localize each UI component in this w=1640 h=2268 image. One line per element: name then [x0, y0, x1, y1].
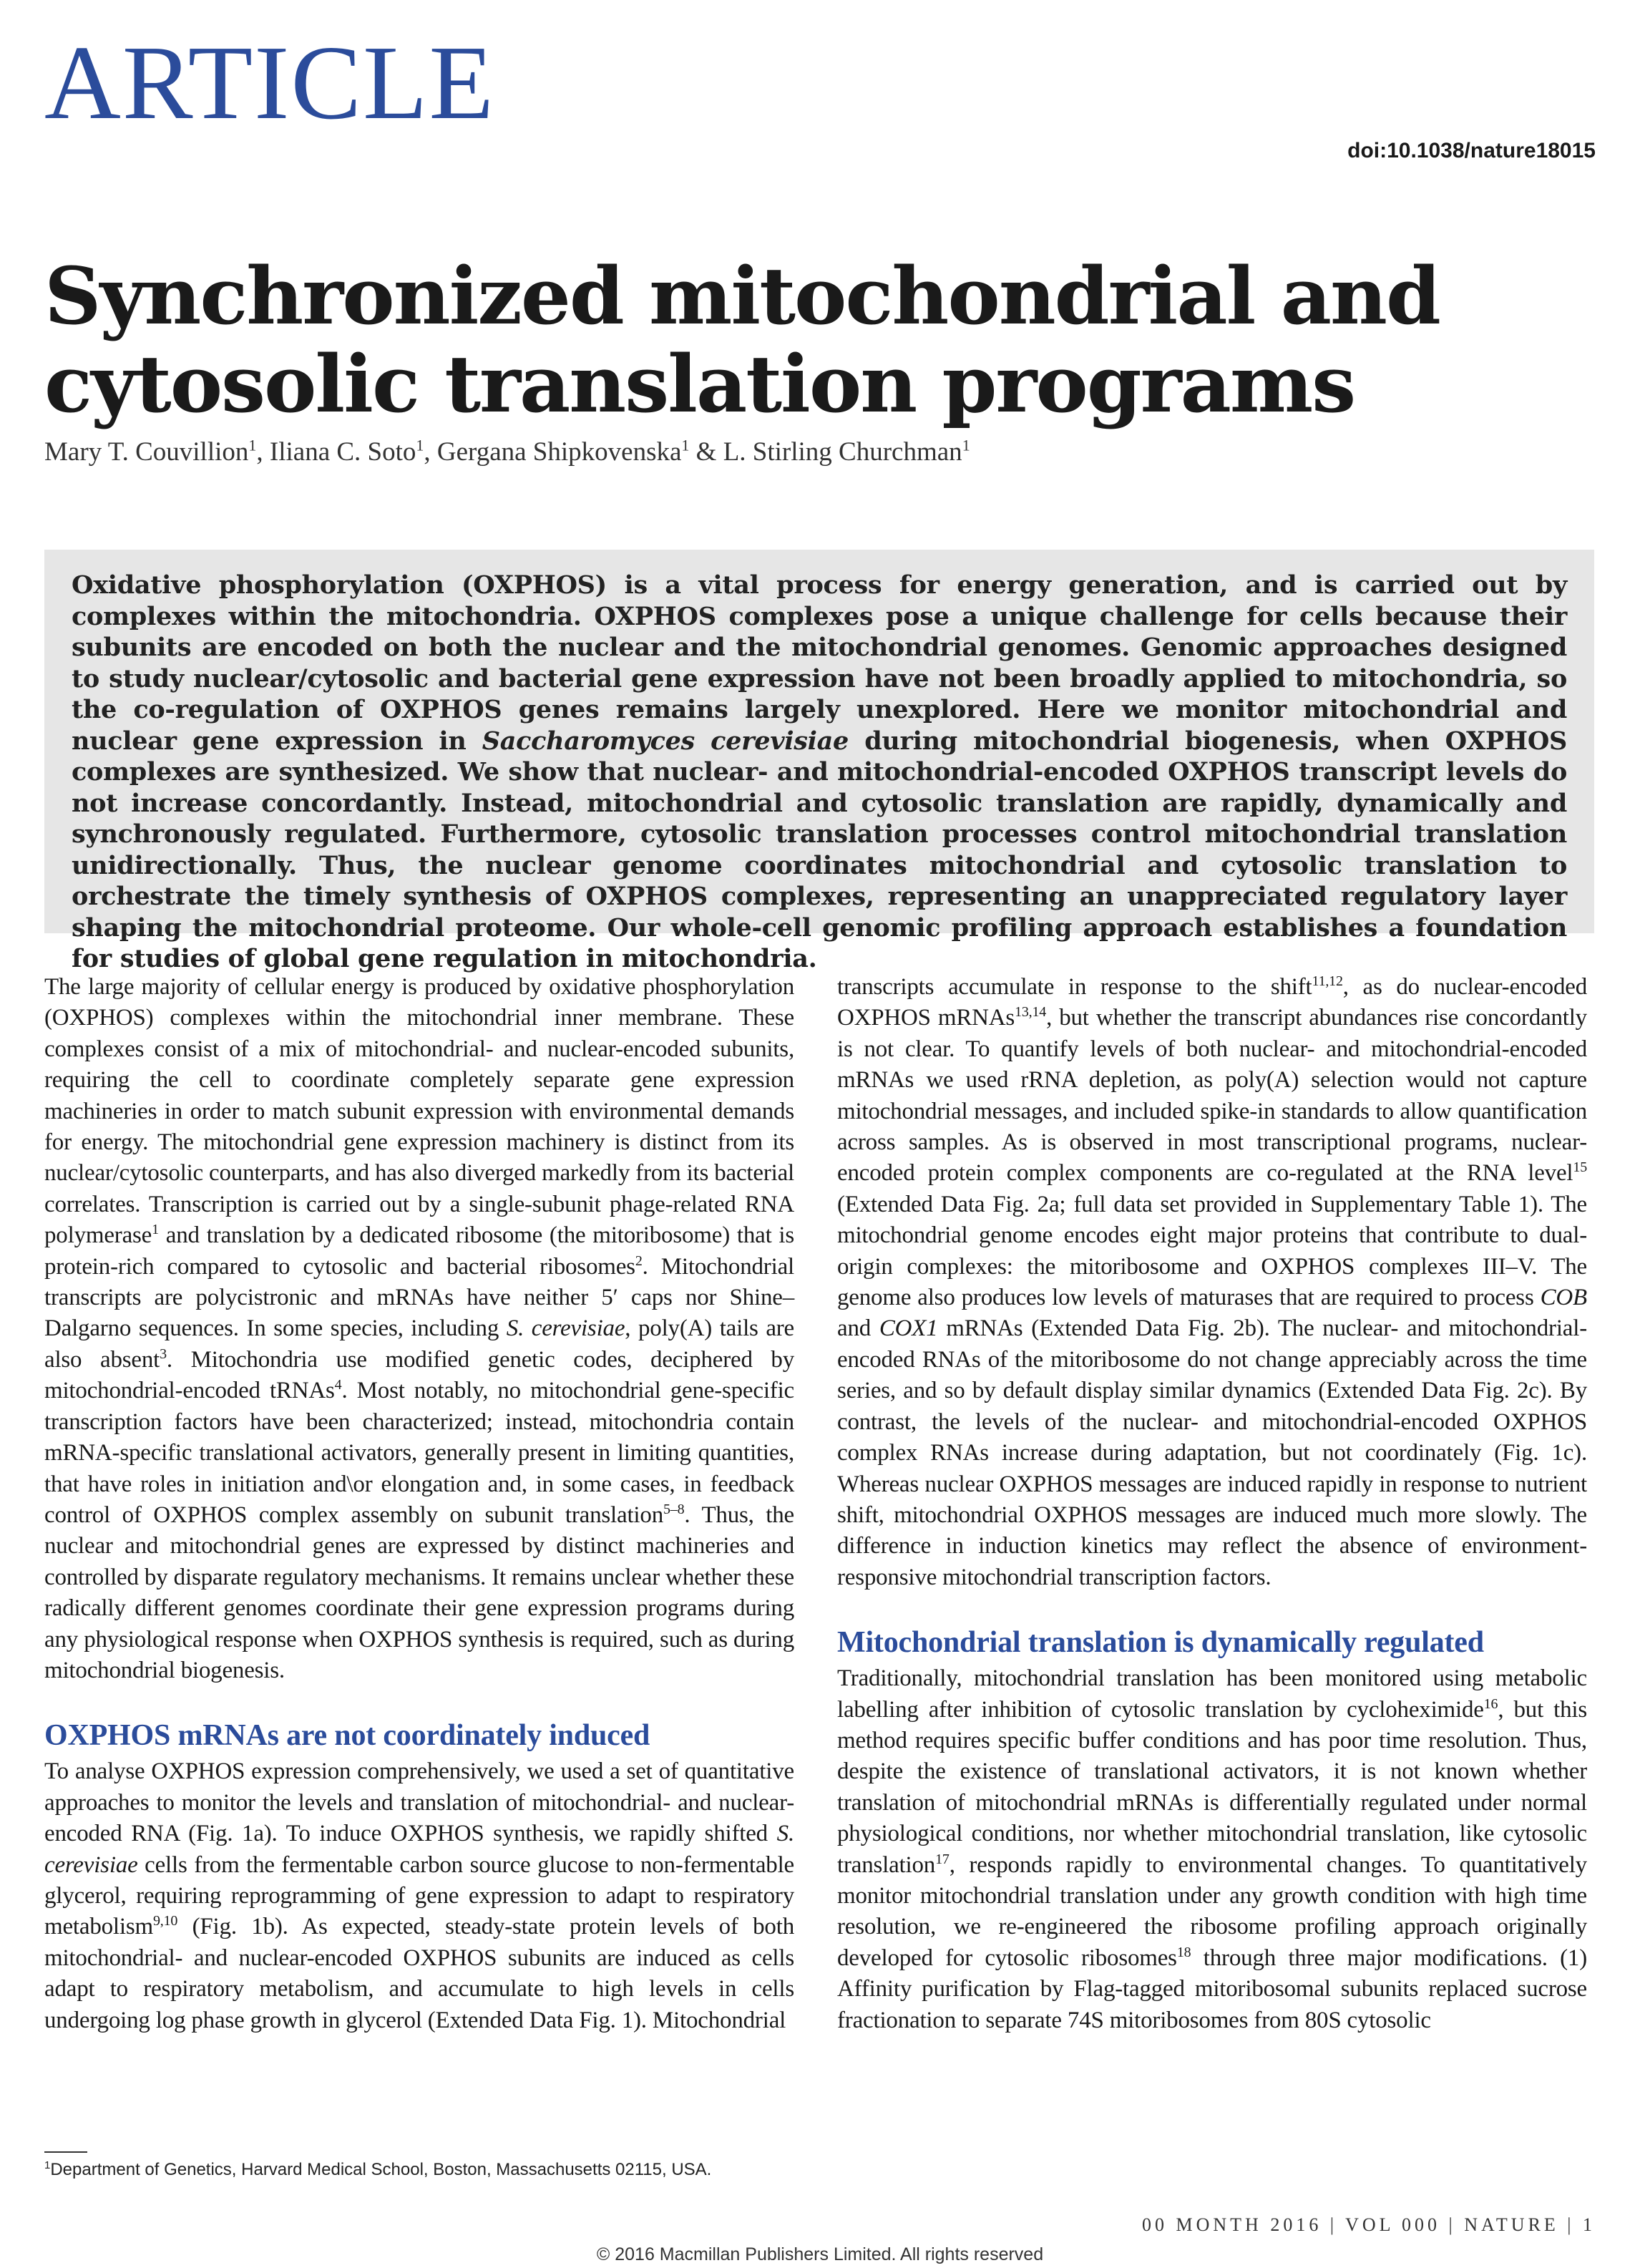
text-run: mRNAs (Extended Data Fig. 2b). The nuclear- and mitochondrial-encoded RNAs of the mitoribosome do not change appreciably across the time series, and so by default display similar dynamics (Extended Data Fig. 2c). By contrast, the levels of the nuclear- and mitochondrial-encoded OXPHOS complex RNAs increase during adaptation, but not coordinately (Fig. 1c). Whereas nuclear OXPHOS messages are induced rapidly in response to nutrient shift, mitochondrial OXPHOS messages are induced much more slowly. The difference in induction kinetics may reflect the absence of environment-responsive mitochondrial transcription factors.	[837, 1315, 1587, 1590]
body-column-right	[837, 972, 1587, 2036]
body-paragraph	[837, 1663, 1587, 2036]
doi-label[interactable]: doi:10.1038/nature18015	[1347, 139, 1596, 162]
species-name: Saccharomyces cerevisiae	[482, 726, 849, 756]
body-paragraph	[44, 1756, 794, 2036]
footnote-divider	[44, 2151, 87, 2153]
text-run: Traditionally, mitochondrial translation has been monitored using metabolic labelling after inhibition of cytosolic translation by cycloheximide	[837, 1665, 1587, 1723]
text-run: , responds rapidly to environmental changes. To quantitatively monitor mitochondrial translation under any growth condition with high time resolution, we re-engineered the ribosome profiling approach originally developed for cytosolic ribosomes	[837, 1851, 1587, 1971]
text-run: (Fig. 1b). As expected, steady-state protein levels of both mitochondrial- and nuclear-encoded OXPHOS subunits are induced as cells adapt to respiratory metabolism, and accumulate to high levels in cells undergoing log phase growth in glycerol (Extended Data Fig. 1). Mitochondrial	[44, 1914, 794, 2033]
affiliation-marker: 1	[44, 2159, 51, 2171]
abstract-segment: during mitochondrial biogenesis, when OXPHOS complexes are synthesized. We show that nuclear- and mitochondrial-encoded OXPHOS transcript levels do not increase concordantly. Instead, mitochondrial and cytosolic translation are rapidly, dynamically and synchronously regulated. Furthermore, cytosolic translation processes control mitochondrial translation unidirectionally. Thus, the nuclear genome coordinates mitochondrial and cytosolic translation to orchestrate the timely synthesis of OXPHOS complexes, representing an unappreciated regulatory layer shaping the mitochondrial proteome. Our whole-cell genomic profiling approach establishes a foundation for studies of global gene regulation in mitochondria.	[72, 726, 1567, 973]
text-run: , but this method requires specific buffer conditions and has poor time resolution. Thus, despite the existence of translational activators, it is not known whether translation of mitochondrial mRNAs is differentially regulated under normal physiological conditions, nor whether mitochondrial translation, like cytosolic translation	[837, 1696, 1587, 1878]
affiliation-footnote	[44, 2160, 711, 2180]
species-name: S. cerevisiae	[44, 1821, 794, 1878]
author-name[interactable]: Mary T. Couvillion	[44, 437, 249, 467]
text-run: , but whether the transcript abundances rise concordantly is not clear. To quantify levels of both nuclear- and mitochondrial-encoded mRNAs we used rRNA depletion, as poly(A) selection would not capture mitochondrial messages, and included spike-in standards to allow quantification across samples. As is observed in most transcriptional programs, nuclear-encoded protein complex components are co-regulated at the RNA level	[837, 1005, 1587, 1187]
reference-marker[interactable]: 9,10	[152, 1913, 178, 1929]
author-list: Mary T. Couvillion$^1$, Iliana C. Soto$^1$, Gergana Shipkovenska$^1$ & L. Stirling Churchman$^1$	[44, 436, 970, 467]
text-run: cells from the fermentable carbon source glucose to non-fermentable glycerol, requiring reprogramming of gene expression to adapt to respiratory metabolism	[44, 1851, 794, 1940]
text-run: and	[837, 1315, 879, 1342]
journal-banner: ARTICLE	[44, 24, 495, 142]
affiliation-marker: 1	[416, 436, 424, 454]
reference-marker[interactable]: 13,14	[1015, 1004, 1047, 1021]
reference-marker[interactable]: 4	[334, 1377, 342, 1393]
reference-marker[interactable]: 18	[1176, 1944, 1191, 1960]
reference-marker[interactable]: 5–8	[663, 1501, 685, 1517]
abstract-text	[72, 570, 1567, 975]
reference-marker[interactable]: 2	[635, 1252, 643, 1269]
section-heading: Mitochondrial translation is dynamically regulated	[837, 1626, 1484, 1660]
abstract-segment: Oxidative phosphorylation (OXPHOS) is a vital process for energy generation, and is carried out by complexes within the mitochondria. OXPHOS complexes pose a unique challenge for cells because their subunits are encoded on both the nuclear and the mitochondrial genomes. Genomic approaches designed to study nuclear/cytosolic and bacterial gene expression have not been broadly applied to mitochondria, so the co-regulation of OXPHOS genes remains largely unexplored. Here we monitor mitochondrial and nuclear gene expression in	[72, 570, 1567, 756]
text-run: . Mitochondria use modified genetic codes, deciphered by mitochondrial-encoded tRNAs	[44, 1346, 794, 1404]
affiliation-text: Department of Genetics, Harvard Medical School, Boston, Massachusetts 02115, USA.	[50, 2160, 712, 2179]
body-paragraph	[44, 972, 794, 1686]
species-name: S. cerevisiae	[506, 1315, 625, 1342]
text-run: To analyse OXPHOS expression comprehensively, we used a set of quantitative approaches to monitor the levels and translation of mitochondrial- and nuclear-encoded RNA (Fig. 1a). To induce OXPHOS synthesis, we rapidly shifted	[44, 1758, 794, 1847]
text-run: . Most notably, no mitochondrial gene-specific transcription factors have been characterized; instead, mitochondria contain mRNA-specific translational activators, generally present in limiting quantities, that have roles in initiation and\or elongation and, in some cases, in feedback control of OXPHOS complex assembly on subunit translation	[44, 1378, 795, 1528]
body-paragraph	[837, 972, 1587, 1593]
text-run: transcripts accumulate in response to the shift	[837, 974, 1312, 1000]
gene-name: COB	[1540, 1285, 1587, 1311]
text-run: . Mitochondrial transcripts are polycistronic and mRNAs have neither 5′ caps nor Shine–Dalgarno sequences. In some species, including	[44, 1253, 794, 1342]
reference-marker[interactable]: 15	[1573, 1159, 1587, 1176]
text-run: , poly(A) tails are also absent	[44, 1315, 795, 1373]
running-footer: 00 MONTH 2016 | VOL 000 | NATURE | 1	[1142, 2214, 1596, 2235]
reference-marker[interactable]: 17	[935, 1851, 950, 1867]
reference-marker[interactable]: 16	[1483, 1695, 1498, 1712]
reference-marker[interactable]: 1	[152, 1222, 159, 1238]
text-run: . Thus, the nuclear and mitochondrial genes are expressed by distinct machineries and controlled by disparate regulatory mechanisms. It remains unclear whether these radically different genomes coordinate their gene expression programs during any physiological response when OXPHOS synthesis is required, such as during mitochondrial biogenesis.	[44, 1502, 794, 1683]
gene-name: COX1	[879, 1315, 938, 1342]
author-name[interactable]: Iliana C. Soto	[269, 437, 416, 467]
text-run: , as do nuclear-encoded OXPHOS mRNAs	[837, 974, 1587, 1031]
author-name[interactable]: L. Stirling Churchman	[723, 437, 962, 467]
author-name[interactable]: Gergana Shipkovenska	[436, 437, 682, 467]
article-title: Synchronized mitochondrial and cytosolic translation programs	[44, 250, 1440, 430]
text-run: (Extended Data Fig. 2a; full data set provided in Supplementary Table 1). The mitochondrial genome encodes eight major proteins that contribute to dual-origin complexes: the mitoribosome and OXPHOS complexes III–V. The genome also produces low levels of maturases that are required to process	[837, 1191, 1587, 1311]
text-run: through three major modifications. (1) Affinity purification by Flag-tagged mitoribosomal subunits replaced sucrose fractionation to separate 74S mitoribosomes from 80S cytosolic	[837, 1945, 1588, 2033]
affiliation-marker: 1	[681, 436, 690, 454]
affiliation-marker: 1	[248, 436, 257, 454]
affiliation-marker: 1	[962, 436, 970, 454]
text-run: The large majority of cellular energy is produced by oxidative phosphorylation (OXPHOS) complexes within the mitochondrial inner membrane. These complexes consist of a mix of mitochondrial- and nuclear-encoded subunits, requiring the cell to coordinate completely separate gene expression machineries in order to match subunit expression with environmental demands for energy. The mitochondrial gene expression machinery is distinct from its nuclear/cytosolic counterparts, and has also diverged markedly from its bacterial correlates. Transcription is carried out by a single-subunit phage-related RNA polymerase	[44, 974, 794, 1249]
reference-marker[interactable]: 3	[160, 1345, 167, 1362]
section-heading: OXPHOS mRNAs are not coordinately induced	[44, 1719, 650, 1753]
abstract-box	[44, 550, 1594, 973]
reference-marker[interactable]: 11,12	[1312, 973, 1343, 989]
body-column-left	[44, 972, 794, 2036]
text-run: and translation by a dedicated ribosome (the mitoribosome) that is protein-rich compared to cytosolic and bacterial ribosomes	[44, 1222, 794, 1280]
copyright-notice: © 2016 Macmillan Publishers Limited. All rights reserved	[596, 2244, 1044, 2264]
